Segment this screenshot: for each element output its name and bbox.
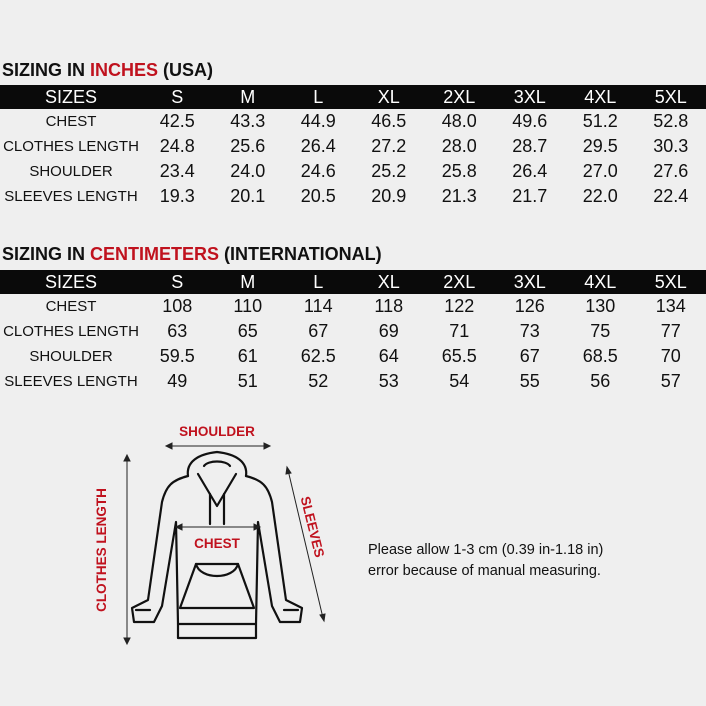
table-cell: 28.7 (512, 136, 548, 156)
table-row (0, 369, 706, 394)
table-cell: 48.0 (441, 111, 477, 131)
table-cell: 54 (449, 371, 470, 391)
table-row (0, 294, 706, 319)
inches-section-title (2, 60, 213, 81)
table-cell: 69 (378, 321, 399, 341)
chest-arrow (176, 524, 260, 530)
row-label: CHEST (45, 113, 97, 130)
size-header: L (283, 270, 354, 294)
table-cell: 108 (162, 296, 193, 316)
table-cell: 75 (590, 321, 611, 341)
table-cell: 25.2 (371, 161, 407, 181)
table-row (0, 134, 706, 159)
table-cell: 53 (378, 371, 399, 391)
table-cell: 43.3 (230, 111, 266, 131)
table-cell: 25.8 (441, 161, 477, 181)
table-cell: 20.5 (300, 186, 336, 206)
table-cell: 21.3 (441, 186, 477, 206)
table-cell: 73 (519, 321, 540, 341)
table-cell: 20.9 (371, 186, 407, 206)
shoulder-arrow (166, 443, 270, 449)
length-arrow (124, 455, 130, 644)
size-header: 4XL (565, 270, 636, 294)
table-cell: 130 (585, 296, 616, 316)
table-cell: 126 (514, 296, 545, 316)
table-cell: 24.8 (159, 136, 195, 156)
table-cell: 110 (233, 296, 263, 316)
table-cell: 49.6 (512, 111, 548, 131)
size-header: L (283, 85, 354, 109)
inches-title-accent: INCHES (90, 60, 159, 80)
table-cell: 71 (449, 321, 470, 341)
table-cell: 19.3 (159, 186, 195, 206)
header-label: SIZES (0, 270, 142, 294)
table-cell: 134 (655, 296, 686, 316)
table-cell: 61 (237, 346, 258, 366)
clothes-length-label: CLOTHES LENGTH (94, 488, 109, 612)
table-cell: 59.5 (159, 346, 195, 366)
table-cell: 65.5 (441, 346, 477, 366)
size-header: S (142, 270, 213, 294)
cm-title-accent: CENTIMETERS (90, 244, 220, 264)
size-header: XL (354, 270, 425, 294)
table-cell: 26.4 (512, 161, 548, 181)
centimeters-section-title (2, 244, 382, 265)
table-cell: 52.8 (653, 111, 689, 131)
table-cell: 21.7 (512, 186, 548, 206)
row-label: CLOTHES LENGTH (3, 138, 139, 155)
table-cell: 77 (660, 321, 681, 341)
sleeves-label: SLEEVES (297, 494, 328, 559)
table-cell: 56 (590, 371, 611, 391)
table-cell: 28.0 (441, 136, 477, 156)
table-cell: 63 (167, 321, 188, 341)
cm-table-body (0, 294, 706, 394)
row-label: SLEEVES LENGTH (4, 373, 138, 390)
table-row (0, 319, 706, 344)
table-cell: 52 (308, 371, 329, 391)
table-cell: 25.6 (230, 136, 266, 156)
row-label: SLEEVES LENGTH (4, 188, 138, 205)
cm-title-suffix: (INTERNATIONAL) (219, 244, 382, 264)
table-cell: 68.5 (582, 346, 618, 366)
table-cell: 27.2 (371, 136, 407, 156)
table-header-row (0, 270, 706, 294)
table-cell: 122 (444, 296, 475, 316)
size-header: 5XL (636, 270, 706, 294)
table-cell: 22.0 (582, 186, 618, 206)
note-line-1: Please allow 1-3 cm (0.39 in-1.18 in) (368, 542, 604, 558)
size-header: 2XL (424, 270, 495, 294)
inches-size-table (0, 85, 706, 209)
inches-title-suffix: (USA) (158, 60, 214, 80)
table-cell: 20.1 (230, 186, 266, 206)
size-header: M (213, 85, 284, 109)
size-header: M (213, 270, 284, 294)
chest-label: CHEST (194, 536, 240, 551)
table-row (0, 344, 706, 369)
table-cell: 51.2 (582, 111, 618, 131)
table-cell: 62.5 (300, 346, 336, 366)
size-header: 3XL (495, 270, 566, 294)
table-cell: 49 (167, 371, 188, 391)
inches-table-body (0, 109, 706, 209)
size-header: 4XL (565, 85, 636, 109)
table-cell: 44.9 (300, 111, 336, 131)
table-cell: 30.3 (653, 136, 689, 156)
table-cell: 55 (519, 371, 540, 391)
table-cell: 70 (660, 346, 681, 366)
table-cell: 29.5 (582, 136, 618, 156)
table-row (0, 159, 706, 184)
table-cell: 26.4 (300, 136, 336, 156)
measurement-note (368, 540, 603, 582)
row-label: SHOULDER (29, 348, 113, 365)
table-cell: 67 (519, 346, 540, 366)
centimeters-size-table (0, 270, 706, 394)
table-cell: 118 (374, 296, 404, 316)
cm-title-prefix: SIZING IN (2, 244, 91, 264)
table-cell: 65 (237, 321, 258, 341)
table-row (0, 184, 706, 209)
inches-title-prefix: SIZING IN (2, 60, 91, 80)
note-line-2: error because of manual measuring. (368, 563, 601, 579)
table-cell: 24.0 (230, 161, 266, 181)
hoodie-diagram (0, 410, 360, 650)
table-cell: 46.5 (371, 111, 407, 131)
table-cell: 57 (660, 371, 681, 391)
table-cell: 23.4 (159, 161, 195, 181)
table-cell: 22.4 (653, 186, 689, 206)
table-header-row (0, 85, 706, 109)
table-cell: 64 (378, 346, 399, 366)
table-cell: 42.5 (159, 111, 195, 131)
table-cell: 114 (303, 296, 333, 316)
shoulder-label: SHOULDER (179, 424, 255, 439)
header-label: SIZES (0, 85, 142, 109)
size-header: S (142, 85, 213, 109)
table-cell: 27.0 (582, 161, 618, 181)
row-label: CHEST (45, 298, 97, 315)
size-header: 5XL (636, 85, 706, 109)
row-label: CLOTHES LENGTH (3, 323, 139, 340)
table-cell: 27.6 (653, 161, 689, 181)
size-header: 3XL (495, 85, 566, 109)
row-label: SHOULDER (29, 163, 113, 180)
table-cell: 24.6 (300, 161, 336, 181)
table-cell: 67 (308, 321, 329, 341)
table-cell: 51 (237, 371, 258, 391)
size-header: XL (354, 85, 425, 109)
table-row (0, 109, 706, 134)
size-header: 2XL (424, 85, 495, 109)
